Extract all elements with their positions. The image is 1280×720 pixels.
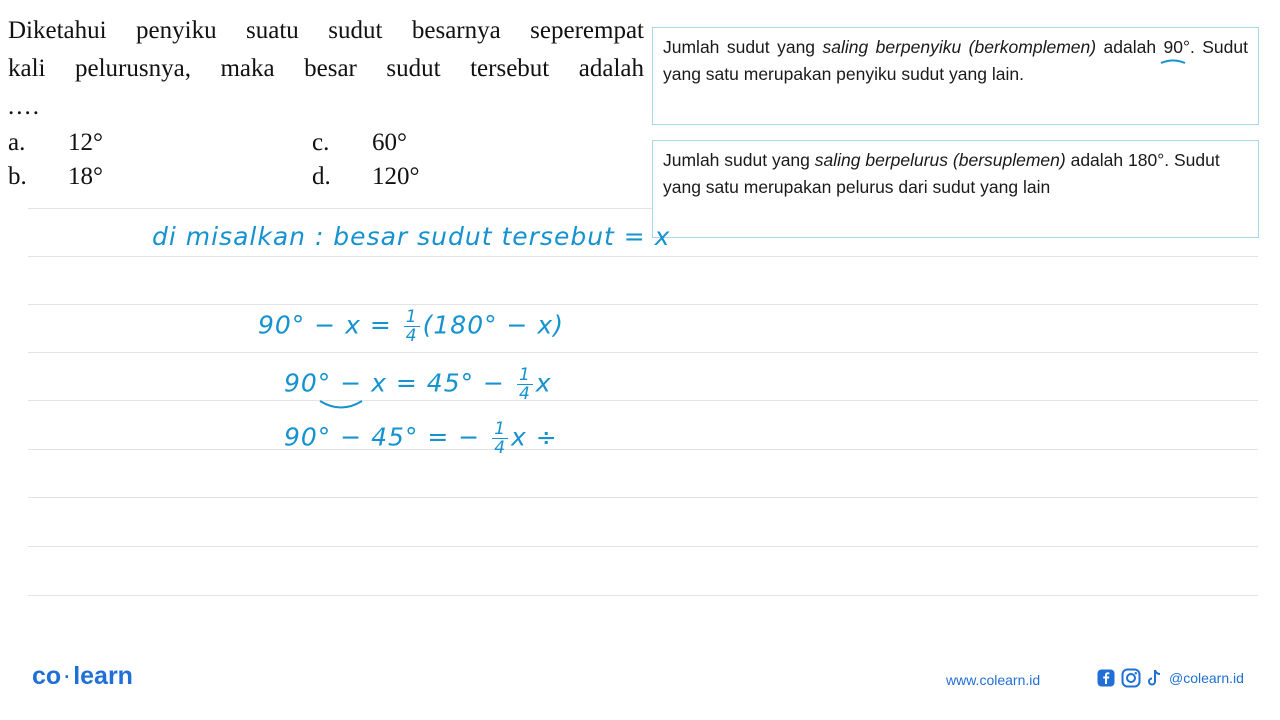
ruled-line [28,595,1258,596]
handwritten-assumption: di misalkan : besar sudut tersebut = x [152,222,671,251]
eq-left: 90° − x = 45° − [284,368,514,398]
fraction-numerator: 1 [518,365,531,385]
choice-value: 120° [372,163,420,190]
underline-mark [1160,58,1186,66]
fraction-one-quarter [404,308,420,345]
note-lead: Jumlah sudut yang [663,37,823,57]
social-handle[interactable]: @colearn.id [1169,670,1244,686]
question-ellipsis: .... [8,93,41,120]
supplement-note [652,140,1259,238]
logo-part-co: co [32,662,62,690]
question-stem-line-1: Diketahui penyiku suatu sudut besarnya seperempat [8,17,644,44]
handwritten-equation-1 [258,308,564,345]
note-angle [1164,34,1190,61]
fraction-denominator: 4 [405,326,418,346]
fraction-one-quarter [517,366,533,403]
instagram-icon[interactable] [1121,668,1141,688]
note-rest: . Sudut yang satu merupakan penyiku sudut yang lain. [663,37,1248,84]
choice-letter: a. [8,129,26,156]
ruled-line [28,449,1258,450]
logo-dot: · [64,666,71,687]
note-mid: adalah [1065,150,1129,170]
question-stem-line-2: kali pelurusnya, maka besar sudut tersebut adalah [8,55,644,82]
note-mid: adalah [1096,37,1164,57]
question-text [8,12,644,126]
fraction-one-quarter [492,420,508,457]
choice-letter: c. [312,129,330,156]
note-angle: 180° [1128,150,1165,170]
choice-value: 60° [372,129,407,156]
eq-left: 90° − x = [258,310,401,340]
choice-value: 12° [68,129,103,156]
choice-letter: d. [312,163,331,190]
note-angle-value: 90° [1163,37,1190,57]
fraction-denominator: 4 [518,384,531,404]
ruled-line [28,546,1258,547]
ruled-line [28,400,1258,401]
ruled-line [28,497,1258,498]
choice-value: 18° [68,163,103,190]
note-rest: . Sudut yang satu merupakan pelurus dari sudut yang lain [663,150,1220,197]
eq-right: (180° − x) [422,310,564,340]
website-link[interactable]: www.colearn.id [946,672,1041,688]
choice-letter: b. [8,163,27,190]
social-links [1097,668,1244,688]
fraction-numerator: 1 [405,307,418,327]
logo-part-learn: learn [73,662,133,690]
ruled-line [28,352,1258,353]
note-term: saling berpelurus (bersuplemen) [814,150,1066,170]
colearn-logo [32,662,133,691]
fraction-numerator: 1 [494,419,507,439]
eq-right: x ÷ [511,422,558,452]
handwritten-swoosh [318,398,364,412]
handwritten-equation-3 [284,420,558,457]
complement-note [652,27,1259,125]
ruled-line [28,304,1258,305]
note-lead: Jumlah sudut yang [663,150,815,170]
eq-left: 90° − 45° = − [284,422,490,452]
note-term: saling berpenyiku (berkomplemen) [822,37,1097,57]
facebook-icon[interactable] [1097,669,1115,687]
tiktok-icon[interactable] [1147,669,1163,687]
ruled-line [28,256,1258,257]
fraction-denominator: 4 [494,438,507,458]
eq-right: x [535,368,552,398]
